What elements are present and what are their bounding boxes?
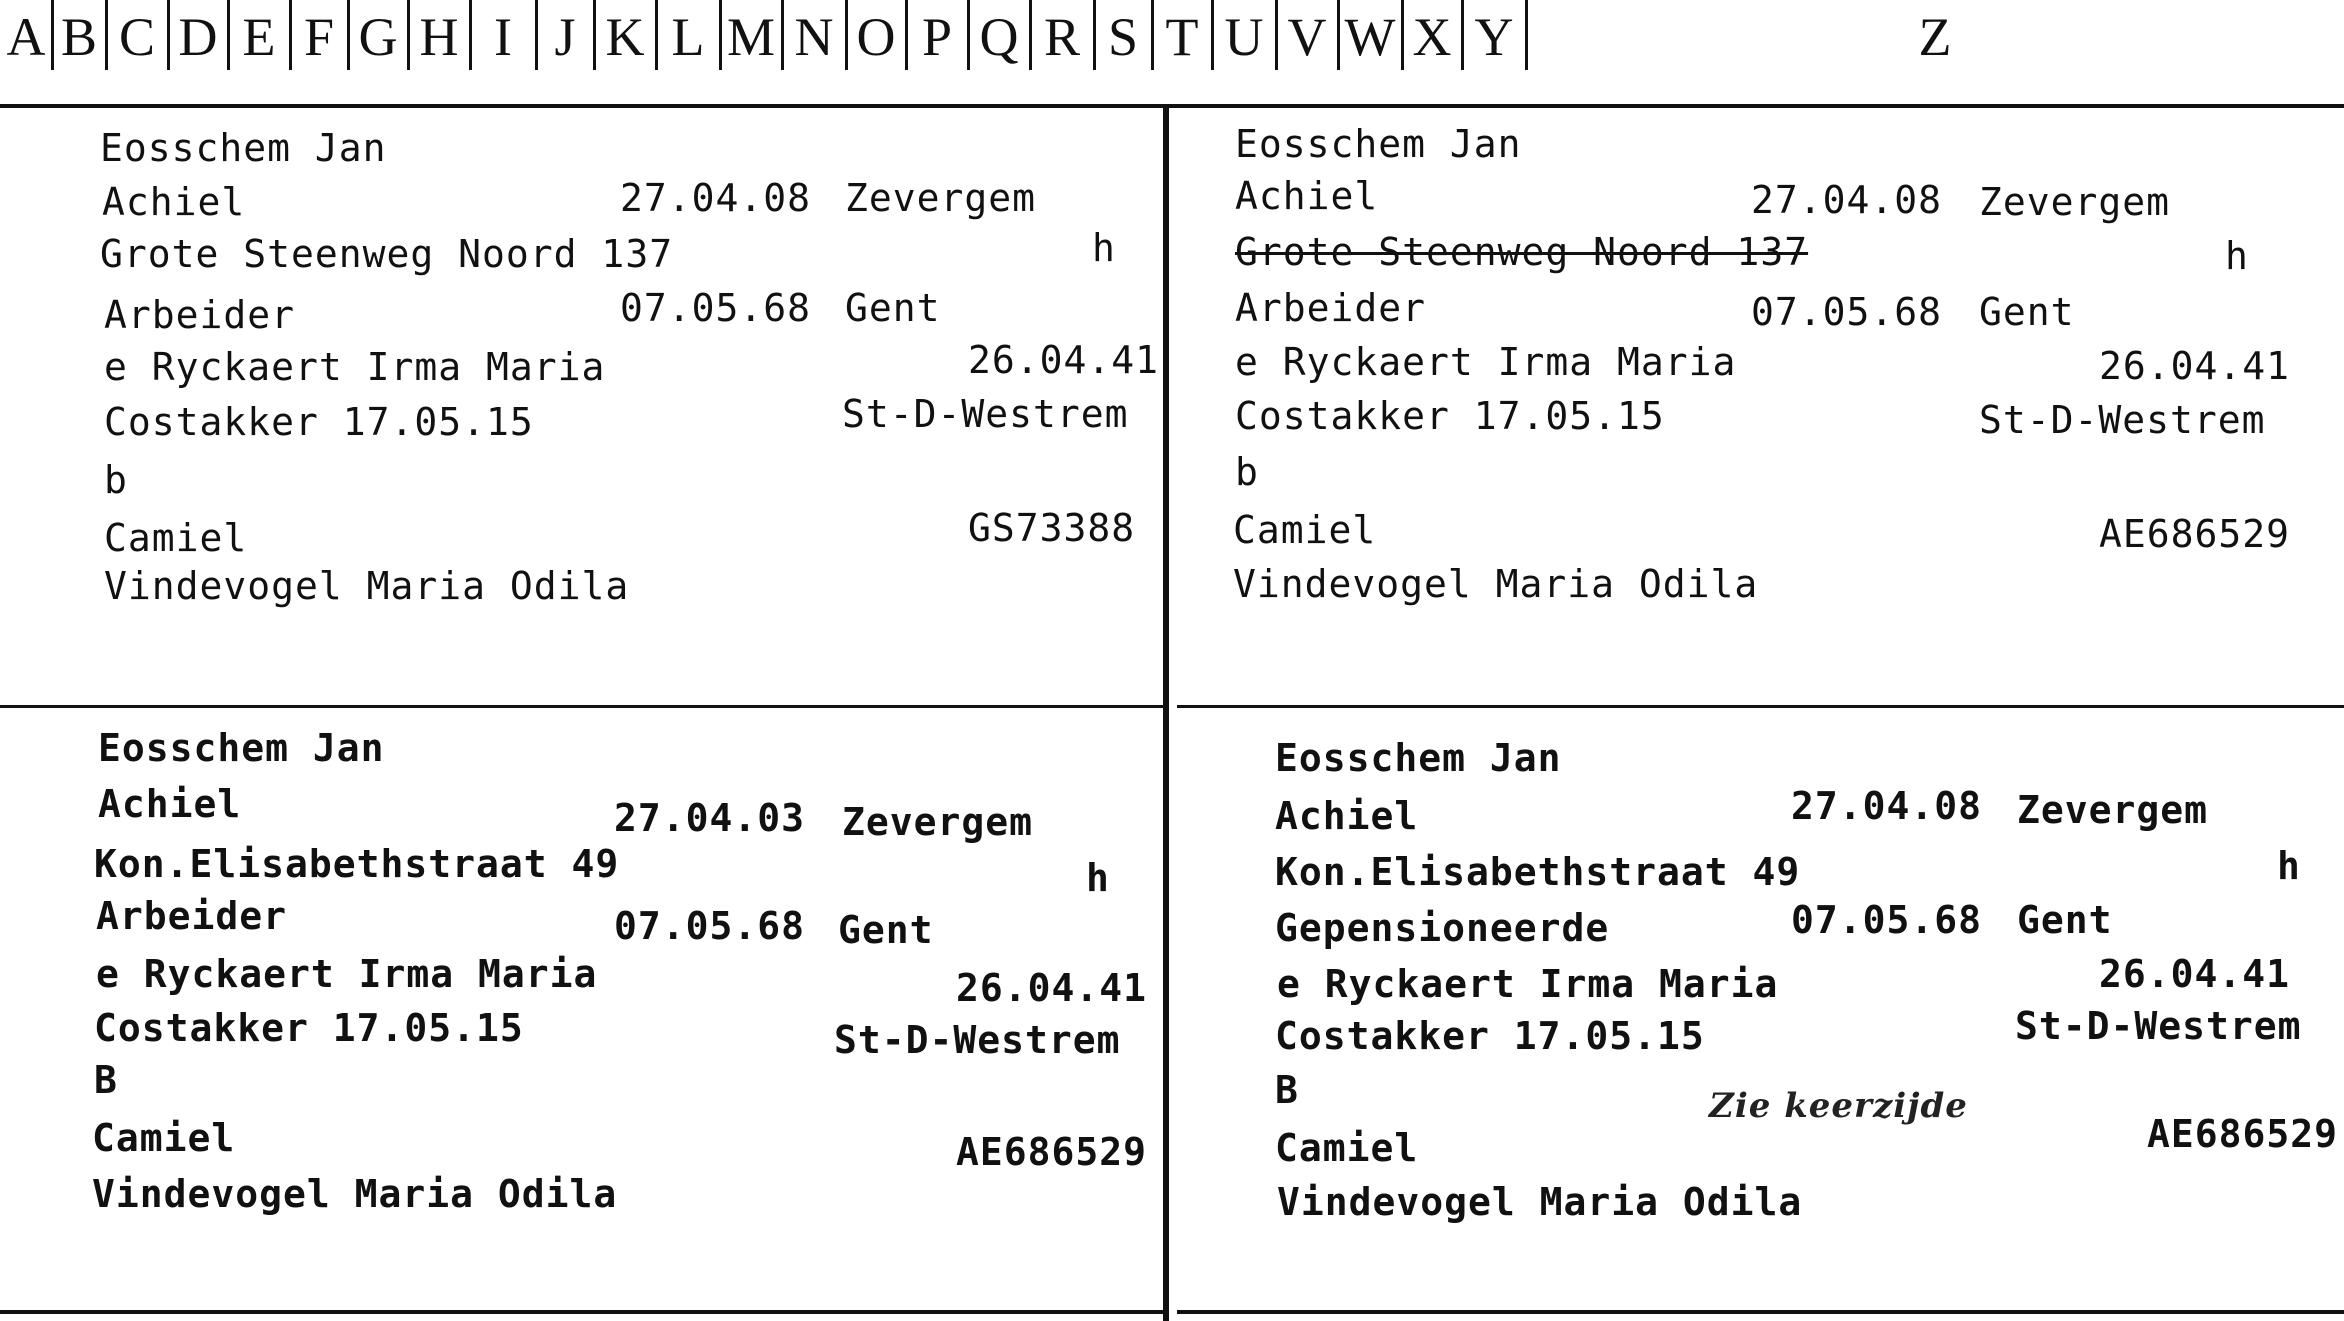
card-birth-place: Zevergem: [842, 800, 1034, 844]
card-marriage-place: St-D-Westrem: [2015, 1004, 2302, 1048]
card-marriage-place: St-D-Westrem: [842, 392, 1129, 436]
alphabet-letter-k: K: [605, 7, 645, 67]
alphabet-letter-f: F: [303, 7, 335, 67]
card-marriage-place: St-D-Westrem: [1979, 398, 2266, 442]
card-occupation: Arbeider: [1235, 286, 1427, 330]
card-marriage-date: 26.04.41: [2099, 952, 2291, 996]
alphabet-letter-d: D: [178, 7, 218, 67]
alphabet-letter-p: P: [921, 7, 953, 67]
card-death-date: 07.05.68: [1751, 290, 1943, 334]
card-spouse: e Ryckaert Irma Maria: [1235, 340, 1737, 384]
card-sex: h: [2225, 234, 2249, 278]
alphabet-separator: [289, 0, 292, 70]
alphabet-separator: [1093, 0, 1096, 70]
bottom-divider-right: [1177, 1310, 2344, 1314]
card-birth-place: Zevergem: [845, 176, 1037, 220]
alphabet-letter-s: S: [1107, 7, 1139, 67]
card-father: Camiel: [104, 516, 248, 560]
alphabet-letter-q: Q: [979, 7, 1019, 67]
card-code: B: [1275, 1068, 1299, 1112]
alphabet-separator: [1337, 0, 1340, 70]
card-firstname: Achiel: [102, 180, 246, 224]
record-card-4: [1169, 708, 2344, 1310]
card-id-number: AE686529: [956, 1130, 1148, 1174]
alphabet-separator: [535, 0, 538, 70]
card-id-number: AE686529: [2147, 1112, 2339, 1156]
card-occupation: Gepensioneerde: [1275, 906, 1610, 950]
alphabet-letter-b: B: [60, 7, 98, 67]
alphabet-letter-t: T: [1165, 7, 1199, 67]
card-mother: Vindevogel Maria Odila: [104, 564, 630, 608]
card-mother: Vindevogel Maria Odila: [92, 1172, 618, 1216]
alphabet-separator: [167, 0, 170, 70]
alphabet-letter-y: Y: [1474, 7, 1514, 67]
alphabet-index-strip: [0, 0, 2344, 74]
card-surname: Eosschem Jan: [1235, 122, 1522, 166]
card-spouse: e Ryckaert Irma Maria: [96, 952, 598, 996]
alphabet-separator: [845, 0, 848, 70]
card-birth-date: 27.04.08: [620, 176, 812, 220]
card-occupation: Arbeider: [104, 293, 296, 337]
alphabet-separator: [1525, 0, 1528, 70]
card-marriage-date: 26.04.41: [956, 966, 1148, 1010]
alphabet-separator: [407, 0, 410, 70]
alphabet-letter-a: A: [6, 7, 46, 67]
card-id-number: AE686529: [2099, 512, 2291, 556]
alphabet-letter-o: O: [856, 7, 896, 67]
alphabet-letter-i: I: [494, 7, 512, 67]
card-id-number: GS73388: [968, 506, 1136, 550]
alphabet-separator: [469, 0, 472, 70]
alphabet-separator: [347, 0, 350, 70]
card-address: Kon.Elisabethstraat 49: [94, 842, 620, 886]
card-surname: Eosschem Jan: [1275, 736, 1562, 780]
alphabet-letter-l: L: [671, 7, 705, 67]
alphabet-letter-x: X: [1412, 7, 1452, 67]
card-father: Camiel: [1233, 508, 1377, 552]
card-spouse-birth: Costakker 17.05.15: [104, 400, 534, 444]
card-death-place: Gent: [1979, 290, 2075, 334]
alphabet-letter-g: G: [358, 7, 398, 67]
card-code: b: [104, 458, 128, 502]
alphabet-letter-c: C: [118, 7, 156, 67]
card-birth-date: 27.04.08: [1751, 178, 1943, 222]
card-address: Kon.Elisabethstraat 49: [1275, 850, 1801, 894]
card-mother: Vindevogel Maria Odila: [1233, 562, 1759, 606]
card-firstname: Achiel: [1275, 794, 1419, 838]
card-spouse: e Ryckaert Irma Maria: [104, 345, 606, 389]
card-mother: Vindevogel Maria Odila: [1277, 1180, 1803, 1224]
card-marriage-date: 26.04.41: [2099, 344, 2291, 388]
card-address-struck: Grote Steenweg Noord 137: [1235, 230, 1809, 274]
alphabet-separator: [719, 0, 722, 70]
card-birth-place: Zevergem: [2017, 788, 2209, 832]
card-marriage-place: St-D-Westrem: [834, 1018, 1121, 1062]
card-death-date: 07.05.68: [1791, 898, 1983, 942]
alphabet-separator: [593, 0, 596, 70]
card-spouse-birth: Costakker 17.05.15: [1235, 394, 1665, 438]
card-firstname: Achiel: [98, 782, 242, 826]
card-marriage-date: 26.04.41: [968, 338, 1160, 382]
card-spouse: e Ryckaert Irma Maria: [1277, 962, 1779, 1006]
card-sex: h: [1086, 856, 1110, 900]
handwritten-note: Zie keerzijde: [1709, 1086, 1968, 1126]
card-code: b: [1235, 450, 1259, 494]
alphabet-letter-n: N: [794, 7, 834, 67]
alphabet-letter-v: V: [1287, 7, 1327, 67]
card-death-date: 07.05.68: [614, 904, 806, 948]
alphabet-separator: [655, 0, 658, 70]
card-spouse-birth: Costakker 17.05.15: [1275, 1014, 1705, 1058]
alphabet-separator: [1029, 0, 1032, 70]
card-death-place: Gent: [838, 908, 934, 952]
alphabet-separator: [227, 0, 230, 70]
alphabet-letter-m: M: [726, 7, 775, 67]
alphabet-letter-r: R: [1043, 7, 1081, 67]
card-birth-place: Zevergem: [1979, 180, 2171, 224]
alphabet-letter-u: U: [1224, 7, 1264, 67]
alphabet-separator: [1275, 0, 1278, 70]
alphabet-letter-j: J: [554, 7, 576, 67]
card-father: Camiel: [92, 1116, 236, 1160]
card-occupation: Arbeider: [96, 894, 288, 938]
bottom-divider-left: [0, 1310, 1163, 1314]
card-surname: Eosschem Jan: [100, 126, 387, 170]
alphabet-letter-w: W: [1344, 7, 1396, 67]
card-death-place: Gent: [2017, 898, 2113, 942]
alphabet-separator: [1461, 0, 1464, 70]
alphabet-letter-z: Z: [1918, 7, 1952, 67]
alphabet-separator: [905, 0, 908, 70]
alphabet-separator: [967, 0, 970, 70]
card-surname: Eosschem Jan: [98, 726, 385, 770]
alphabet-separator: [1401, 0, 1404, 70]
alphabet-separator: [105, 0, 108, 70]
alphabet-separator: [51, 0, 54, 70]
alphabet-separator: [781, 0, 784, 70]
card-address: Grote Steenweg Noord 137: [100, 232, 674, 276]
card-death-date: 07.05.68: [620, 286, 812, 330]
card-death-place: Gent: [845, 286, 941, 330]
alphabet-letter-e: E: [242, 7, 276, 67]
card-sex: h: [1092, 226, 1116, 270]
record-card-2: [1169, 108, 2344, 705]
record-card-1: [0, 108, 1163, 705]
card-birth-date: 27.04.03: [614, 796, 806, 840]
alphabet-separator: [1151, 0, 1154, 70]
card-spouse-birth: Costakker 17.05.15: [94, 1006, 524, 1050]
card-birth-date: 27.04.08: [1791, 784, 1983, 828]
record-card-3: [0, 708, 1163, 1310]
card-father: Camiel: [1275, 1126, 1419, 1170]
card-firstname: Achiel: [1235, 174, 1379, 218]
card-sex: h: [2277, 844, 2301, 888]
alphabet-separator: [1211, 0, 1214, 70]
card-code: B: [94, 1058, 118, 1102]
alphabet-letter-h: H: [419, 7, 459, 67]
